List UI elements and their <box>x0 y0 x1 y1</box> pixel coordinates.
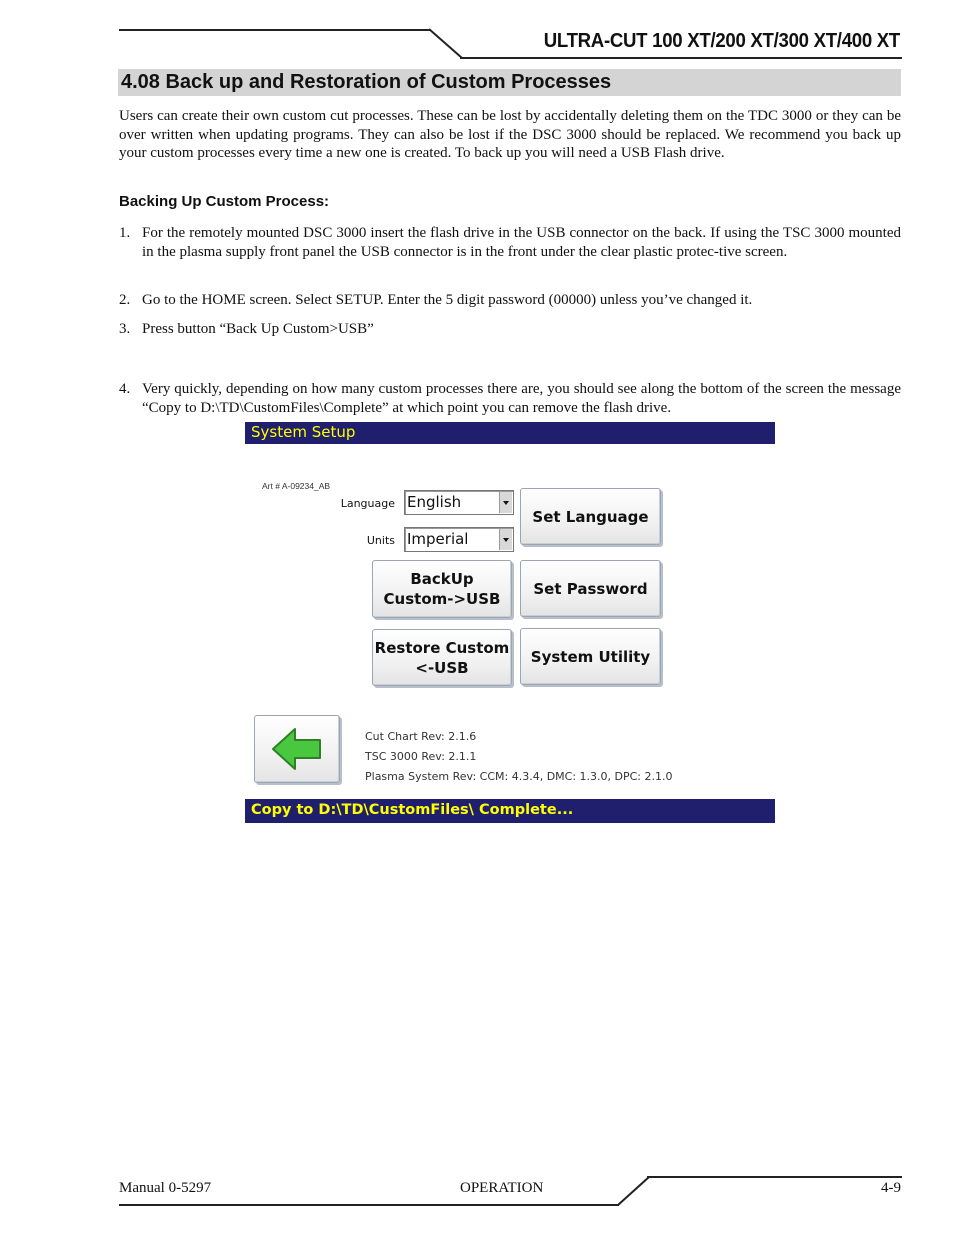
intro-paragraph: Users can create their own custom cut processes. These can be lost by accidentally deleting them on the TDC 3000 or they can be over written when updating programs. They can also be lost if the DSC 3000 should be replaced. We recommend you back up your custom processes every time a new one is created. To back up you will need a USB Flash drive. <box>119 108 901 162</box>
step-number: 2. <box>119 292 131 308</box>
backup-label-line1: BackUp <box>410 570 474 588</box>
set-language-label: Set Language <box>532 507 649 526</box>
step-text: Press button “Back Up Custom>USB” <box>142 321 374 337</box>
language-select[interactable] <box>404 490 514 515</box>
language-label: Language <box>340 497 395 510</box>
chevron-down-icon[interactable] <box>499 529 512 550</box>
art-number: Art # A-09234_AB <box>262 481 331 491</box>
step-text: For the remotely mounted DSC 3000 insert the flash drive in the USB connector on the back. If using the TSC 3000 mounted in the plasma supply front panel the USB connector is in the front under the clear plastic protec-tive screen. <box>142 225 901 260</box>
step-text: Go to the HOME screen. Select SETUP. Enter the 5 digit password (00000) unless you’ve changed it. <box>142 292 753 308</box>
header-rule-left <box>119 29 430 31</box>
units-label: Units <box>366 534 395 547</box>
step-text: Very quickly, depending on how many custom processes there are, you should see along the bottom of the screen the message “Copy to D:\TD\CustomFiles\Complete” at which point you can remove the flash drive. <box>142 381 901 416</box>
footer-page-number: 4-9 <box>881 1180 901 1196</box>
system-utility-label: System Utility <box>530 647 651 666</box>
units-value: Imperial <box>407 530 469 548</box>
step-number: 4. <box>119 381 131 397</box>
system-setup-titlebar: System Setup <box>245 422 775 444</box>
arrow-left-icon <box>271 726 323 772</box>
footer-rule-right <box>647 1176 902 1178</box>
restore-custom-usb-button[interactable] <box>372 629 512 686</box>
plasma-system-revision: Plasma System Rev: CCM: 4.3.4, DMC: 1.3.0, DPC: 2.1.0 <box>365 770 673 783</box>
units-select[interactable] <box>404 527 514 552</box>
back-button[interactable] <box>254 715 340 783</box>
step-1 <box>119 224 901 261</box>
set-language-button[interactable] <box>520 488 661 545</box>
subheading: Backing Up Custom Process: <box>119 193 330 210</box>
system-utility-button[interactable] <box>520 628 661 685</box>
set-password-button[interactable] <box>520 560 661 617</box>
header-rule-right <box>460 57 902 59</box>
document-title: ULTRA-CUT 100 XT/200 XT/300 XT/400 XT <box>543 30 900 52</box>
backup-label-line2: Custom->USB <box>383 590 501 608</box>
step-number: 3. <box>119 321 131 337</box>
language-value: English <box>407 493 462 511</box>
step-2 <box>119 291 901 310</box>
tsc-revision: TSC 3000 Rev: 2.1.1 <box>365 750 477 763</box>
footer-rule-left <box>119 1204 619 1206</box>
chevron-down-icon[interactable] <box>499 492 512 513</box>
footer-manual-number: Manual 0-5297 <box>119 1180 212 1196</box>
step-3 <box>119 320 901 339</box>
set-password-label: Set Password <box>533 579 648 598</box>
header-rule-diagonal <box>428 27 468 61</box>
step-number: 1. <box>119 225 131 241</box>
restore-label-line1: Restore Custom <box>374 638 510 657</box>
section-heading: 4.08 Back up and Restoration of Custom Processes <box>118 69 901 96</box>
step-4 <box>119 380 901 417</box>
cut-chart-revision: Cut Chart Rev: 2.1.6 <box>365 730 477 743</box>
footer-section-name: OPERATION <box>460 1180 544 1196</box>
status-message-bar: Copy to D:\TD\CustomFiles\ Complete... <box>245 799 775 823</box>
backup-custom-usb-button[interactable] <box>372 560 512 618</box>
restore-label-line2: <-USB <box>415 658 469 677</box>
footer-rule-diagonal <box>616 1175 652 1207</box>
